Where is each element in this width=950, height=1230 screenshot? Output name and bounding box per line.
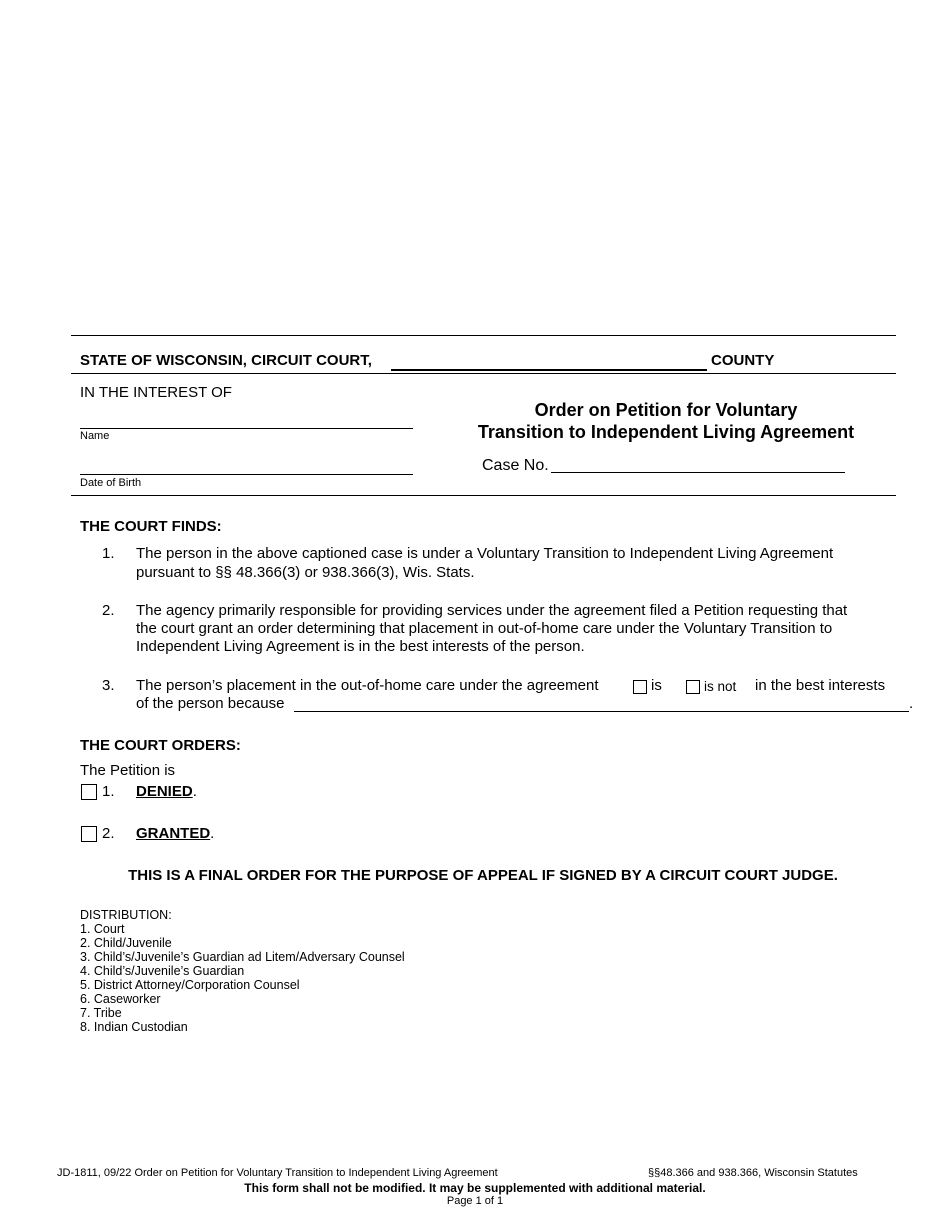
footer-statutes: §§48.366 and 938.366, Wisconsin Statutes xyxy=(648,1167,858,1179)
county-name-field[interactable] xyxy=(391,352,707,371)
finding-3-period: . xyxy=(909,695,914,712)
case-no-label: Case No. xyxy=(482,457,549,474)
court-orders-heading: THE COURT ORDERS: xyxy=(80,737,241,754)
finding-2-number: 2. xyxy=(102,602,115,619)
finding-1-line2: pursuant to §§ 48.366(3) or 938.366(3), Wis. Stats. xyxy=(136,564,475,581)
denied-suffix: . xyxy=(192,783,197,800)
finding-2-line3: Independent Living Agreement is in the best interests of the person. xyxy=(136,638,585,655)
form-title-line2: Transition to Independent Living Agreement xyxy=(477,422,855,442)
state-court-label: STATE OF WISCONSIN, CIRCUIT COURT, xyxy=(80,352,372,369)
footer-notice: This form shall not be modified. It may be supplemented with additional material. xyxy=(244,1181,706,1195)
distribution-list xyxy=(80,908,405,1034)
granted-label: GRANTED xyxy=(136,825,211,842)
distribution-item: 1. Court xyxy=(80,922,125,936)
name-label: Name xyxy=(80,430,110,442)
is-option-label: is xyxy=(651,677,662,694)
granted-number: 2. xyxy=(102,825,115,842)
is-not-option-label: is not xyxy=(704,679,737,694)
header-top-rule xyxy=(71,335,896,336)
form-title-line1: Order on Petition for Voluntary xyxy=(534,400,798,420)
header-second-rule xyxy=(71,373,896,374)
final-order-notice: THIS IS A FINAL ORDER FOR THE PURPOSE OF APPEAL IF SIGNED BY A CIRCUIT COURT JUDGE. xyxy=(128,867,838,884)
distribution-item: 5. District Attorney/Corporation Counsel xyxy=(80,978,300,992)
finding-2-line1: The agency primarily responsible for providing services under the agreement filed a Petition requesting that xyxy=(136,602,848,619)
finding-3-line1: The person’s placement in the out-of-home care under the agreement xyxy=(136,677,599,694)
is-not-checkbox[interactable] xyxy=(686,680,700,694)
distribution-item: 4. Child’s/Juvenile’s Guardian xyxy=(80,964,245,978)
denied-option xyxy=(136,783,197,800)
finding-3-line2: of the person because xyxy=(136,695,285,712)
distribution-item: 3. Child’s/Juvenile’s Guardian ad Litem/Adversary Counsel xyxy=(80,950,405,964)
granted-suffix: . xyxy=(210,825,215,842)
denied-label: DENIED xyxy=(136,783,193,800)
interest-of-label: IN THE INTEREST OF xyxy=(80,384,232,401)
court-finds-heading: THE COURT FINDS: xyxy=(80,518,222,535)
name-field[interactable] xyxy=(80,410,413,429)
distribution-item: 6. Caseworker xyxy=(80,992,161,1006)
petition-intro: The Petition is xyxy=(80,762,176,779)
reason-field[interactable] xyxy=(294,694,909,712)
denied-checkbox[interactable] xyxy=(81,784,97,800)
header-bottom-rule xyxy=(71,495,896,496)
county-label: COUNTY xyxy=(711,352,775,369)
finding-1-number: 1. xyxy=(102,545,115,562)
finding-3-line1-end: in the best interests xyxy=(755,677,886,694)
distribution-item: 8. Indian Custodian xyxy=(80,1020,188,1034)
is-checkbox[interactable] xyxy=(633,680,647,694)
distribution-heading: DISTRIBUTION: xyxy=(80,908,172,922)
finding-3-number: 3. xyxy=(102,677,115,694)
finding-2-line2: the court grant an order determining that placement in out-of-home care under the Voluntary Transition to xyxy=(136,620,833,637)
dob-label: Date of Birth xyxy=(80,477,142,489)
finding-1-line1: The person in the above captioned case is under a Voluntary Transition to Independent Living Agreement xyxy=(136,545,834,562)
granted-checkbox[interactable] xyxy=(81,826,97,842)
footer-page-number: Page 1 of 1 xyxy=(446,1195,504,1207)
granted-option xyxy=(136,825,214,842)
distribution-item: 2. Child/Juvenile xyxy=(80,936,172,950)
dob-field[interactable] xyxy=(80,456,413,475)
case-no-field[interactable] xyxy=(551,455,845,473)
footer-form-id: JD-1811, 09/22 Order on Petition for Voluntary Transition to Independent Living Agreement xyxy=(57,1167,498,1179)
distribution-item: 7. Tribe xyxy=(80,1006,122,1020)
denied-number: 1. xyxy=(102,783,115,800)
